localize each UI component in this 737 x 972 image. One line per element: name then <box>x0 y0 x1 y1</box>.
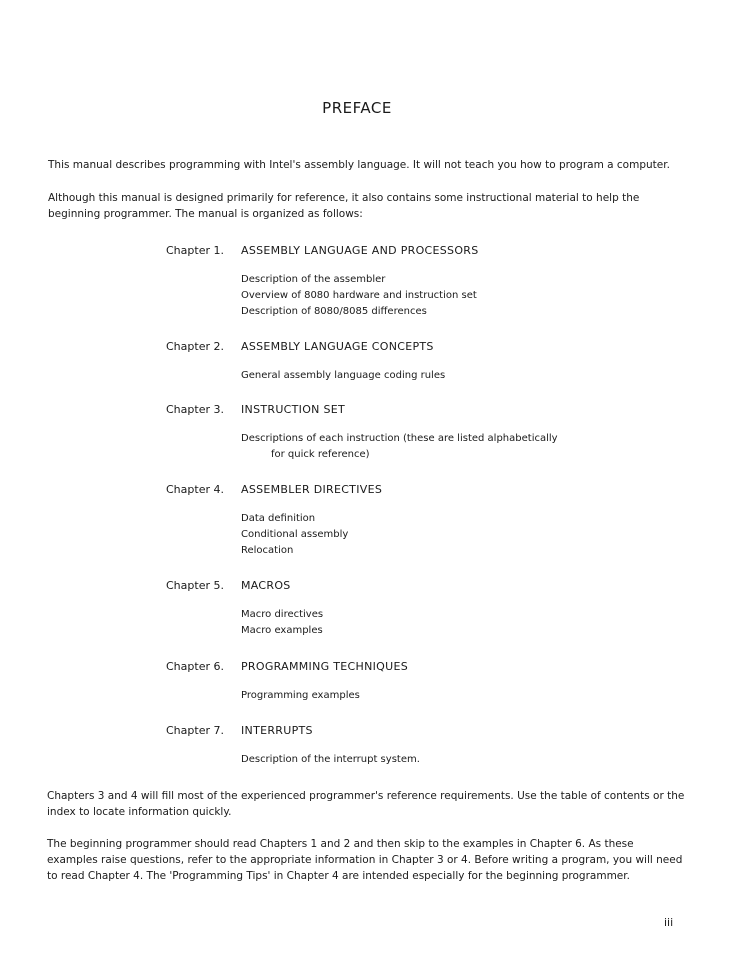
chapter-item: Description of 8080/8085 differences <box>241 306 427 317</box>
chapter-items <box>241 688 360 704</box>
page-number: iii <box>664 916 674 929</box>
chapter-item: for quick reference) <box>271 449 370 460</box>
chapter-title: INTERRUPTS <box>241 724 313 737</box>
chapter-items <box>241 511 348 559</box>
chapter-label: Chapter 6. <box>166 660 224 673</box>
chapter-title: MACROS <box>241 579 291 592</box>
closing-paragraph-2: The beginning programmer should read Chapters 1 and 2 and then skip to the examples in Chapter 6. As these examples raise questions, refer to the appropriate information in Chapter 3 or 4. Before writing a program, you will need to read Chapter 4. The 'Programming Tips' in Chapter 4 are intended especially for the beginning programmer. <box>47 838 683 882</box>
chapter-title: PROGRAMMING TECHNIQUES <box>241 660 408 673</box>
chapter-item: Descriptions of each instruction (these are listed alphabetically <box>241 433 558 444</box>
chapter-items <box>241 752 420 768</box>
page-title: PREFACE <box>322 99 392 117</box>
chapter-title: INSTRUCTION SET <box>241 403 346 416</box>
chapter-item: Data definition <box>241 513 316 524</box>
chapter-item: Description of the assembler <box>241 274 386 285</box>
closing-paragraph-1: Chapters 3 and 4 will fill most of the experienced programmer's reference requirements. Use the table of contents or the index to locate information quickly. <box>47 790 685 818</box>
chapter-items <box>241 368 445 384</box>
chapter-title: ASSEMBLY LANGUAGE CONCEPTS <box>241 340 434 353</box>
chapter-item: Macro directives <box>241 609 324 620</box>
chapter-label: Chapter 5. <box>166 579 224 592</box>
chapter-item: Programming examples <box>241 690 360 701</box>
chapter-item: Description of the interrupt system. <box>241 754 420 765</box>
chapter-title: ASSEMBLER DIRECTIVES <box>241 483 383 496</box>
chapter-item: Macro examples <box>241 625 323 636</box>
intro-paragraph-2: Although this manual is designed primarily for reference, it also contains some instructional material to help the beginning programmer. The manual is organized as follows: <box>48 192 640 220</box>
chapter-label: Chapter 1. <box>166 244 224 257</box>
chapter-item: Conditional assembly <box>241 529 349 540</box>
chapter-item: Overview of 8080 hardware and instruction set <box>241 290 477 301</box>
chapter-label: Chapter 2. <box>166 340 224 353</box>
intro-paragraph-1: This manual describes programming with Intel's assembly language. It will not teach you how to program a computer. <box>48 159 670 171</box>
chapter-items <box>241 431 558 463</box>
chapter-title: ASSEMBLY LANGUAGE AND PROCESSORS <box>241 244 479 257</box>
chapter-label: Chapter 3. <box>166 403 224 416</box>
chapter-item: Relocation <box>241 545 294 556</box>
chapter-label: Chapter 4. <box>166 483 224 496</box>
chapter-label: Chapter 7. <box>166 724 224 737</box>
chapter-items <box>241 272 477 320</box>
chapter-item: General assembly language coding rules <box>241 370 446 381</box>
chapter-items <box>241 607 323 639</box>
